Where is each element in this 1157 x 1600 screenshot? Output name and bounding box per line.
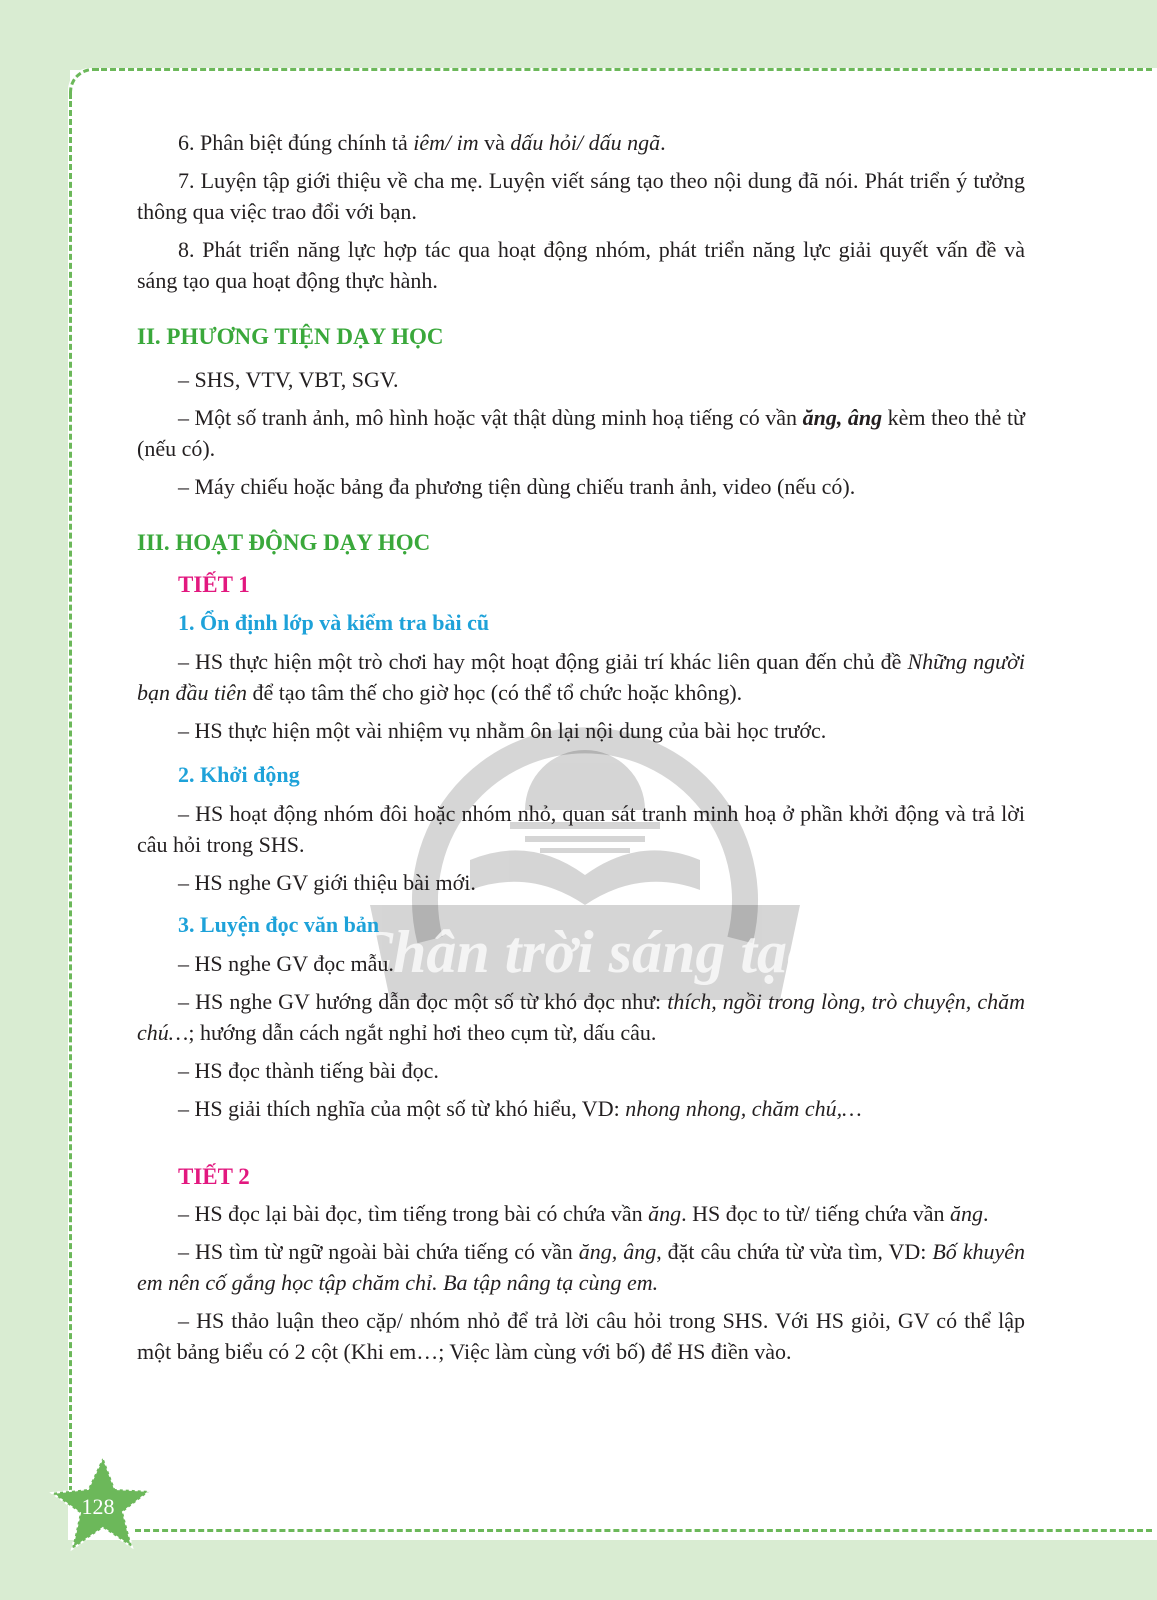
subheading-warm-up: 2. Khởi động — [178, 762, 300, 787]
reading-p2: – HS nghe GV hướng dẫn đọc một số từ khó đọc như: thích, ngồi trong lòng, trò chuyện, chăm chú…; hướng dẫn cách ngắt nghỉ hơi theo cụm từ, dấu câu. — [137, 989, 1025, 1045]
page-frame-left — [0, 0, 70, 1600]
subheading-reading-practice: 3. Luyện đọc văn bản — [178, 912, 380, 937]
page-content — [137, 127, 1025, 1367]
reading-p3: – HS đọc thành tiếng bài đọc. — [178, 1058, 439, 1083]
objective-7: 7. Luyện tập giới thiệu về cha mẹ. Luyện viết sáng tạo theo nội dung đã nói. Phát triển ý tưởng thông qua việc trao đổi với bạn. — [137, 168, 1025, 224]
objective-8: 8. Phát triển năng lực hợp tác qua hoạt động nhóm, phát triển năng lực giải quyết vấn đề và sáng tạo qua hoạt động thực hành. — [137, 237, 1025, 293]
lesson-heading-tiet-2: TIẾT 2 — [178, 1164, 250, 1189]
reading-p4: – HS giải thích nghĩa của một số từ khó hiểu, VD: nhong nhong, chăm chú,… — [178, 1096, 862, 1121]
objective-6: 6. Phân biệt đúng chính tả iêm/ im và dấu hỏi/ dấu ngã. — [178, 130, 666, 155]
page-frame-bottom — [0, 1540, 1157, 1600]
tiet2-p2: – HS tìm từ ngữ ngoài bài chứa tiếng có vần ăng, âng, đặt câu chứa từ vừa tìm, VD: Bố khuyên em nên cố gắng học tập chăm chỉ. Ba tập nâng tạ cùng em. — [137, 1239, 1026, 1295]
dashed-border-top — [92, 68, 1152, 71]
section-heading-activities: III. HOẠT ĐỘNG DẠY HỌC — [137, 530, 431, 555]
dashed-border-bottom — [135, 1529, 1152, 1532]
aids-line-3: – Máy chiếu hoặc bảng đa phương tiện dùng chiếu tranh ảnh, video (nếu có). — [178, 474, 856, 499]
lesson-heading-tiet-1: TIẾT 1 — [178, 572, 250, 597]
watermark-text: Chân trời sáng tạo — [352, 919, 818, 985]
warm-up-p1: – HS hoạt động nhóm đôi hoặc nhóm nhỏ, quan sát tranh minh hoạ ở phần khởi động và trả lời câu hỏi trong SHS. — [137, 801, 1025, 857]
tiet2-p3: – HS thảo luận theo cặp/ nhóm nhỏ để trả lời câu hỏi trong SHS. Với HS giỏi, GV có thể lập một bảng biểu có 2 cột (Khi em…; Việc làm cùng với bố) để HS điền vào. — [137, 1308, 1025, 1364]
section-heading-teaching-aids: II. PHƯƠNG TIỆN DẠY HỌC — [137, 324, 444, 349]
page-frame-top — [0, 0, 1157, 70]
aids-line-2: – Một số tranh ảnh, mô hình hoặc vật thật dùng minh hoạ tiếng có vần ăng, âng kèm theo thẻ từ (nếu có). — [137, 405, 1025, 461]
dashed-border-left — [69, 92, 72, 1492]
page-number: 128 — [81, 1494, 115, 1519]
reading-p1: – HS nghe GV đọc mẫu. — [178, 951, 394, 976]
warm-up-p2: – HS nghe GV giới thiệu bài mới. — [178, 870, 476, 895]
class-check-p1: – HS thực hiện một trò chơi hay một hoạt động giải trí khác liên quan đến chủ đề Những người bạn đầu tiên để tạo tâm thế cho giờ học (có thể tổ chức hoặc không). — [137, 649, 1025, 705]
aids-line-1: – SHS, VTV, VBT, SGV. — [178, 367, 399, 392]
tiet2-p1: – HS đọc lại bài đọc, tìm tiếng trong bài có chứa vần ăng. HS đọc to từ/ tiếng chứa vần ăng. — [178, 1201, 989, 1226]
subheading-class-check: 1. Ổn định lớp và kiểm tra bài cũ — [178, 610, 490, 635]
dashed-border-corner — [69, 68, 100, 99]
class-check-p2: – HS thực hiện một vài nhiệm vụ nhằm ôn lại nội dung của bài học trước. — [178, 718, 827, 743]
